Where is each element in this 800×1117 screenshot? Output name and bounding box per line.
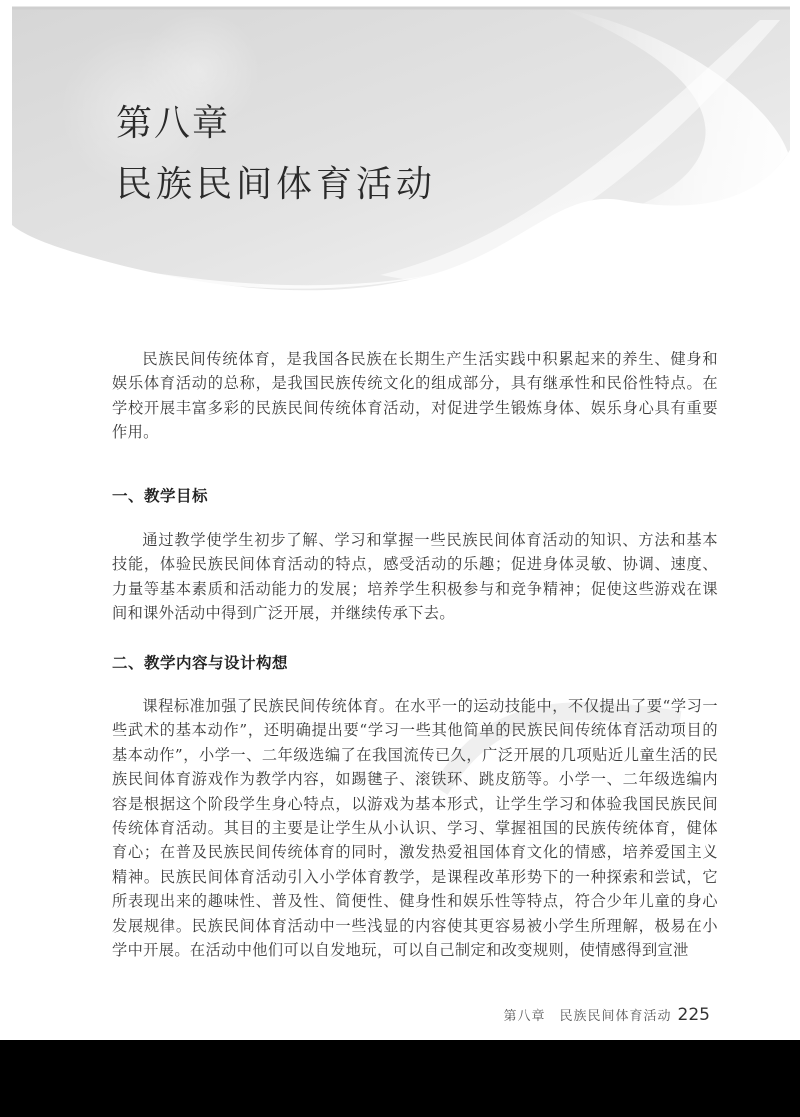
page-number: 225 [677,1005,710,1025]
chapter-title: 民族民间体育活动 [116,164,437,205]
section-heading-content-design: 二、教学内容与设计构想 [112,654,289,672]
chapter-heading [116,100,436,212]
section-heading-teaching-goals: 一、教学目标 [112,487,209,505]
intro-paragraph: 民族民间传统体育，是我国各民族在长期生产生活实践中积累起来的养生、健身和娱乐体育活动的总称，是我国民族传统文化的组成部分，具有继承性和民俗性特点。在学校开展丰富多彩的民族民间传统体育活动，对促进学生锻炼身体、娱乐身心具有重要作用。 [112,350,718,442]
teaching-goals-paragraph: 通过教学使学生初步了解、学习和掌握一些民族民间体育活动的知识、方法和基本技能，体验民族民间体育活动的特点，感受活动的乐趣；促进身体灵敏、协调、速度、力量等基本素质和活动能力的发展；培养学生积极参与和竞争精神；促使这些游戏在课间和课外活动中得到广泛开展，并继续传承下去。 [112,531,718,623]
page-footer [504,1005,710,1025]
running-title: 第八章 民族民间体育活动 [503,1009,672,1024]
chapter-number: 第八章 [116,103,231,144]
content-design-paragraph: 课程标准加强了民族民间传统体育。在水平一的运动技能中，不仅提出了要“学习一些武术的基本动作”，还明确提出要“学习一些其他简单的民族民间传统体育活动项目的基本动作”，小学一、二年级选编了在我国流传已久，广泛开展的几项贴近儿童生活的民族民间体育游戏作为教学内容，如踢毽子、滚铁环、跳皮筋等。小学一、二年级选编内容是根据这个阶段学生身心特点，以游戏为基本形式，让学生学习和体验我国民族民间传统体育活动。其目的主要是让学生从小认识、学习、掌握祖国的民族传统体育，健体育心；在普及民族民间传统体育的同时，激发热爱祖国体育文化的情感，培养爱国主义精神。民族民间体育活动引入小学体育教学，是课程改革形势下的一种探索和尝试，它所表现出来的趣味性、普及性、简便性、健身性和娱乐性等特点，符合少年儿童的身心发展规律。民族民间体育活动中一些浅显的内容使其更容易被小学生所理解，极易在小学中开展。在活动中他们可以自发地玩，可以自己制定和改变规则，使情感得到宣泄 [112,697,718,960]
